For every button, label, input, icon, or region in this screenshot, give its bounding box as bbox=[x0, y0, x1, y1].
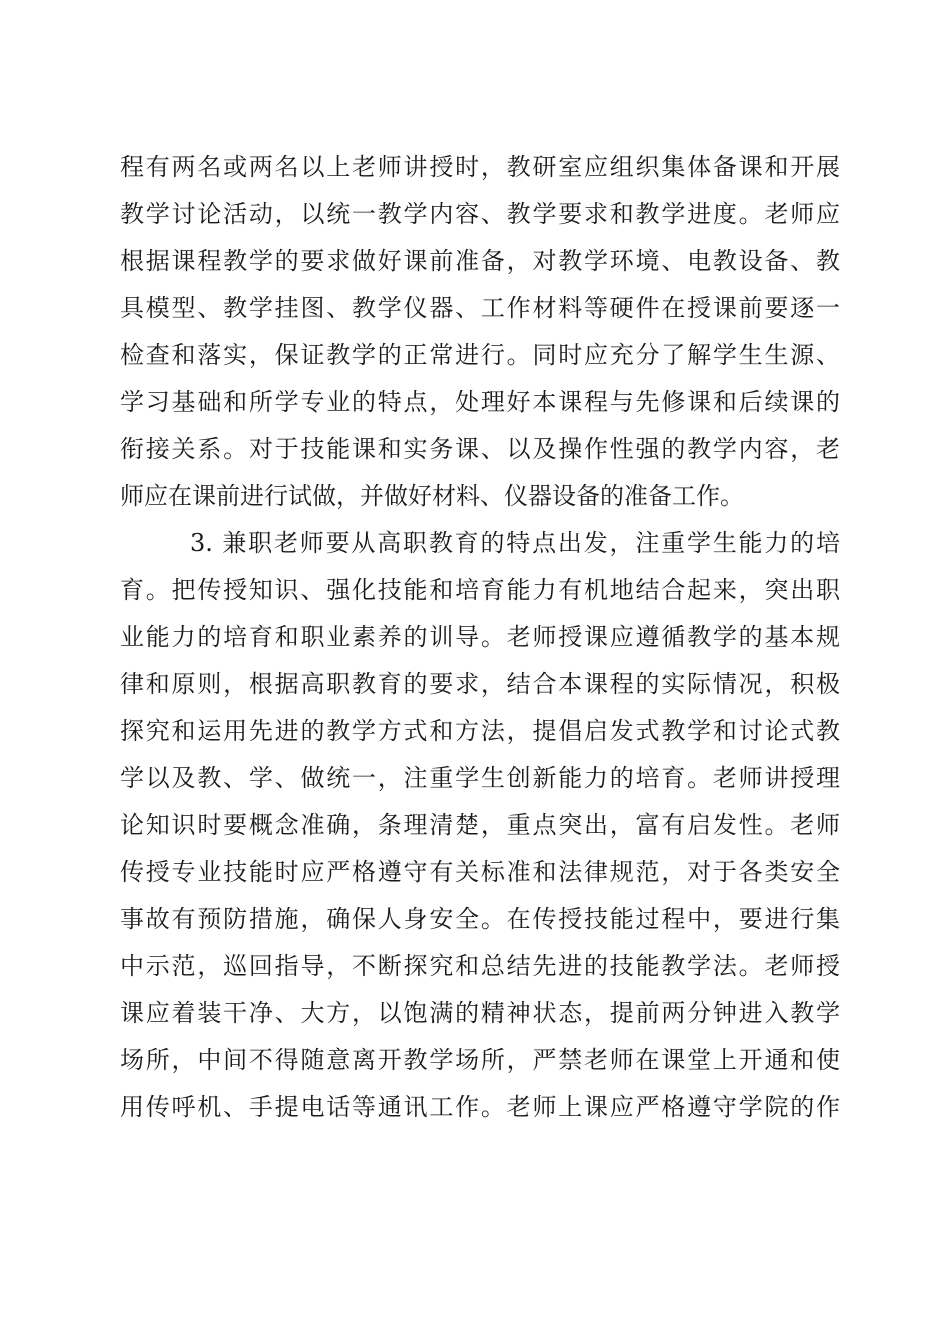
text-line: 用传呼机、手提电话等通讯工作。老师上课应严格遵守学院的作 bbox=[120, 1093, 840, 1121]
text-line: 学以及教、学、做统一，注重学生创新能力的培育。老师讲授理 bbox=[120, 764, 840, 792]
text-line: 业能力的培育和职业素养的训导。老师授课应遵循教学的基本规 bbox=[120, 623, 840, 651]
text-line: 程有两名或两名以上老师讲授时，教研室应组织集体备课和开展 bbox=[120, 153, 840, 181]
text-line: 律和原则，根据高职教育的要求，结合本课程的实际情况，积极 bbox=[120, 670, 840, 698]
text-line: 育。把传授知识、强化技能和培育能力有机地结合起来，突出职 bbox=[120, 576, 840, 604]
text-line: 根据课程教学的要求做好课前准备，对教学环境、电教设备、教 bbox=[120, 247, 840, 275]
text-line: 探究和运用先进的教学方式和方法，提倡启发式教学和讨论式教 bbox=[120, 717, 840, 745]
text-line: 师应在课前进行试做，并做好材料、仪器设备的准备工作。 bbox=[120, 482, 744, 510]
text-line: 检查和落实，保证教学的正常进行。同时应充分了解学生生源、 bbox=[120, 341, 840, 369]
text-line: 场所，中间不得随意离开教学场所，严禁老师在课堂上开通和使 bbox=[120, 1046, 840, 1074]
text-line: 3. 兼职老师要从高职教育的特点出发，注重学生能力的培 bbox=[190, 529, 840, 557]
text-line: 学习基础和所学专业的特点，处理好本课程与先修课和后续课的 bbox=[120, 388, 840, 416]
text-line: 课应着装干净、大方，以饱满的精神状态，提前两分钟进入教学 bbox=[120, 999, 840, 1027]
text-line: 事故有预防措施，确保人身安全。在传授技能过程中，要进行集 bbox=[120, 905, 840, 933]
text-line: 教学讨论活动，以统一教学内容、教学要求和教学进度。老师应 bbox=[120, 200, 840, 228]
text-line: 论知识时要概念准确，条理清楚，重点突出，富有启发性。老师 bbox=[120, 811, 840, 839]
body-text bbox=[120, 144, 840, 1131]
text-line: 传授专业技能时应严格遵守有关标准和法律规范，对于各类安全 bbox=[120, 858, 840, 886]
text-line: 衔接关系。对于技能课和实务课、以及操作性强的教学内容，老 bbox=[120, 435, 840, 463]
text-line: 具模型、教学挂图、教学仪器、工作材料等硬件在授课前要逐一 bbox=[120, 294, 840, 322]
text-line: 中示范，巡回指导，不断探究和总结先进的技能教学法。老师授 bbox=[120, 952, 840, 980]
